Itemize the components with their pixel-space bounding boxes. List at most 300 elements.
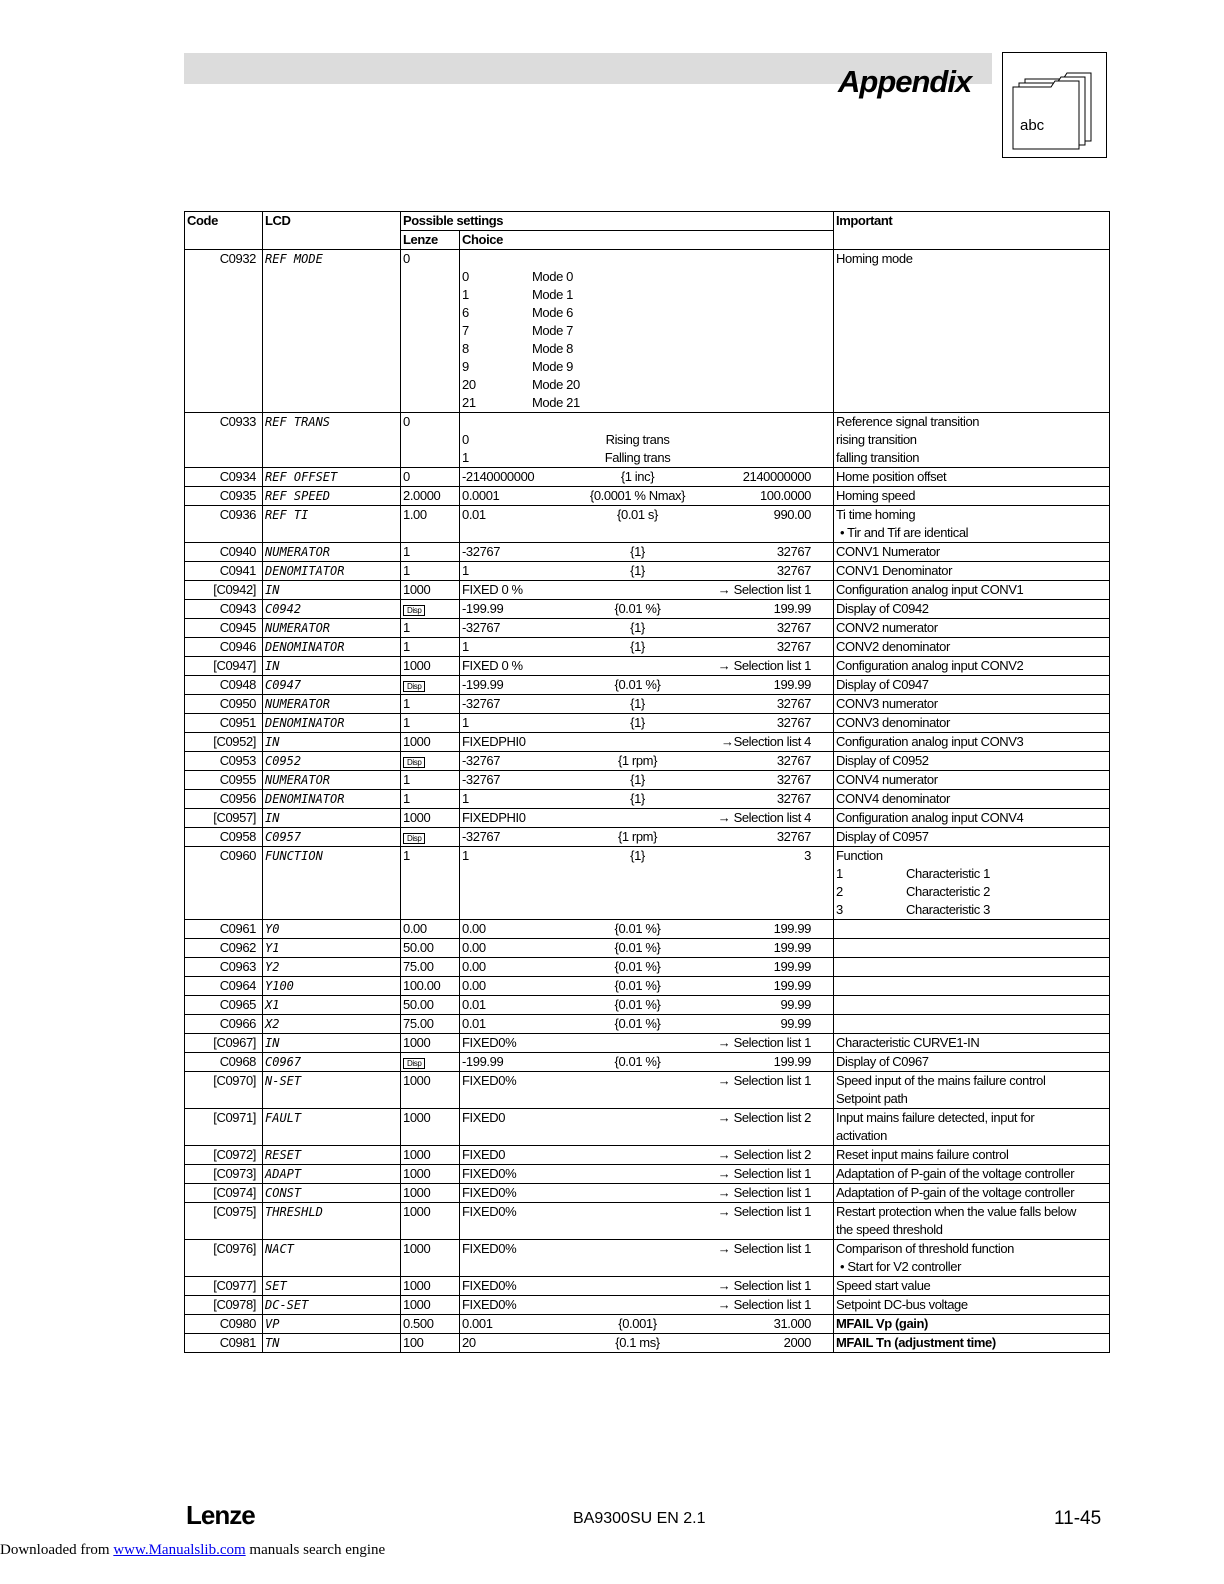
row-choice — [460, 1015, 834, 1034]
row-code: [C0978] — [185, 1296, 263, 1315]
table-row — [185, 1277, 1110, 1296]
choice-max: → Selection list 2 — [717, 1147, 811, 1162]
table-row — [185, 1203, 1110, 1240]
header-code: Code — [185, 212, 263, 250]
choice-min: 0.001 — [462, 1316, 493, 1331]
row-lcd: DENOMITATOR — [263, 562, 401, 581]
choice-step — [588, 1072, 687, 1090]
row-choice — [460, 413, 834, 468]
choice-range — [462, 562, 831, 580]
choice-max: 990.00 — [773, 507, 811, 522]
choice-step: {1} — [630, 563, 645, 578]
row-code: [C0942] — [185, 581, 263, 600]
choice-max: 99.99 — [780, 997, 811, 1012]
row-lcd: NUMERATOR — [263, 619, 401, 638]
row-choice — [460, 676, 834, 695]
row-important — [834, 695, 1110, 714]
choice-value: Mode 20 — [532, 377, 580, 392]
row-code: C0950 — [185, 695, 263, 714]
row-lcd: DENOMINATOR — [263, 790, 401, 809]
disp-badge: Disp — [403, 757, 425, 768]
row-choice — [460, 958, 834, 977]
choice-step: {1} — [630, 715, 645, 730]
choice-max: 3 — [804, 848, 811, 863]
row-important — [834, 676, 1110, 695]
choice-step — [588, 1165, 687, 1183]
row-lcd: SET — [263, 1277, 401, 1296]
row-important — [834, 1146, 1110, 1165]
row-lcd: ADAPT — [263, 1165, 401, 1184]
row-lcd: VP — [263, 1315, 401, 1334]
choice-value: Mode 7 — [532, 323, 573, 338]
choice-min: -199.99 — [462, 1054, 504, 1069]
important-text: Homing mode — [836, 251, 913, 266]
row-important — [834, 1015, 1110, 1034]
choice-value: Falling trans — [604, 450, 671, 465]
choice-range — [462, 506, 831, 524]
choice-range — [462, 487, 831, 505]
row-choice — [460, 1146, 834, 1165]
row-choice — [460, 828, 834, 847]
choice-item — [462, 340, 831, 358]
choice-step: {0.01 %} — [614, 978, 661, 993]
choice-key: 8 — [462, 341, 469, 356]
choice-item — [462, 268, 831, 286]
table-row — [185, 771, 1110, 790]
choice-range — [462, 676, 831, 694]
choice-range — [462, 1146, 831, 1164]
row-code: C0946 — [185, 638, 263, 657]
important-line: Restart protection when the value falls below — [836, 1204, 1076, 1219]
important-text: Comparison of threshold function — [836, 1241, 1014, 1256]
row-important — [834, 1109, 1110, 1146]
row-lcd: IN — [263, 733, 401, 752]
row-code: C0965 — [185, 996, 263, 1015]
row-important — [834, 487, 1110, 506]
row-important — [834, 1053, 1110, 1072]
row-important — [834, 1072, 1110, 1109]
important-text: Configuration analog input CONV4 — [836, 810, 1024, 825]
row-important — [834, 600, 1110, 619]
header-important: Important — [834, 212, 1110, 250]
row-lcd: IN — [263, 657, 401, 676]
row-choice — [460, 250, 834, 413]
important-key: 2 — [836, 884, 843, 899]
row-choice — [460, 1334, 834, 1353]
row-lcd: FAULT — [263, 1109, 401, 1146]
row-lcd: TN — [263, 1334, 401, 1353]
row-choice — [460, 487, 834, 506]
row-lenze: 1.00 — [401, 506, 460, 543]
choice-step: {1} — [630, 848, 645, 863]
choice-range — [462, 1334, 831, 1352]
table-row — [185, 562, 1110, 581]
choice-range — [462, 638, 831, 656]
row-lcd: C0942 — [263, 600, 401, 619]
row-choice — [460, 790, 834, 809]
choice-step: {0.1 ms} — [615, 1335, 660, 1350]
row-lenze: 1000 — [401, 1277, 460, 1296]
row-lenze: 0 — [401, 413, 460, 468]
choice-min: 0.00 — [462, 978, 486, 993]
row-lenze — [401, 676, 460, 695]
choice-range — [462, 847, 831, 865]
important-value: Characteristic 2 — [906, 884, 990, 899]
choice-min: 1 — [462, 639, 469, 654]
choice-max: 32767 — [776, 753, 811, 768]
choice-item — [462, 286, 831, 304]
row-code: C0934 — [185, 468, 263, 487]
row-choice — [460, 1184, 834, 1203]
choice-value: Mode 1 — [532, 287, 573, 302]
table-row — [185, 250, 1110, 413]
row-lcd: Y0 — [263, 920, 401, 939]
choice-item — [462, 376, 831, 394]
row-important — [834, 771, 1110, 790]
row-important — [834, 1334, 1110, 1353]
choice-max: →Selection list 4 — [720, 734, 811, 749]
choice-min: FIXED 0 % — [462, 658, 523, 673]
choice-min: -199.99 — [462, 601, 504, 616]
important-text: Ti time homing — [836, 507, 916, 522]
choice-step: {0.01 %} — [614, 959, 661, 974]
choice-min: -32767 — [462, 753, 501, 768]
important-key: 3 — [836, 902, 843, 917]
choice-key: 9 — [462, 359, 469, 374]
choice-key: 20 — [462, 377, 476, 392]
row-choice — [460, 619, 834, 638]
choice-pad — [687, 449, 831, 467]
row-lenze: 1 — [401, 714, 460, 733]
row-lcd: C0957 — [263, 828, 401, 847]
icon-label: abc — [1020, 117, 1045, 134]
row-lenze: 50.00 — [401, 939, 460, 958]
choice-min: 0.00 — [462, 959, 486, 974]
row-lcd: REF TRANS — [263, 413, 401, 468]
choice-step — [588, 1203, 687, 1221]
choice-step — [588, 657, 687, 675]
table-row — [185, 676, 1110, 695]
row-lenze: 1000 — [401, 1072, 460, 1109]
row-choice — [460, 752, 834, 771]
row-code: C0963 — [185, 958, 263, 977]
row-lcd: X2 — [263, 1015, 401, 1034]
row-lenze: 1000 — [401, 1109, 460, 1146]
bullet-text: Tir and Tif are identical — [847, 525, 969, 540]
manualslib-link[interactable]: www.Manualslib.com — [113, 1542, 246, 1558]
important-text: Display of C0957 — [836, 829, 929, 844]
row-lenze: 1 — [401, 695, 460, 714]
choice-min: 0.00 — [462, 921, 486, 936]
choice-max: → Selection list 1 — [717, 1073, 811, 1088]
choice-step — [588, 1296, 687, 1314]
row-code: C0951 — [185, 714, 263, 733]
row-code: C0943 — [185, 600, 263, 619]
choice-max: 32767 — [776, 639, 811, 654]
important-text: CONV4 numerator — [836, 772, 938, 787]
table-row — [185, 828, 1110, 847]
choice-key: 0 — [462, 432, 469, 447]
row-lenze — [401, 1053, 460, 1072]
table-row — [185, 1109, 1110, 1146]
choice-step: {1} — [630, 544, 645, 559]
choice-max: → Selection list 1 — [717, 1204, 811, 1219]
choice-min: FIXED0% — [462, 1297, 517, 1312]
choice-item — [462, 322, 831, 340]
row-important — [834, 657, 1110, 676]
row-code: [C0975] — [185, 1203, 263, 1240]
choice-min: -32767 — [462, 620, 501, 635]
choice-range — [462, 1240, 831, 1258]
row-code: [C0970] — [185, 1072, 263, 1109]
row-lenze: 50.00 — [401, 996, 460, 1015]
row-lcd: NUMERATOR — [263, 771, 401, 790]
choice-min: 0.01 — [462, 997, 486, 1012]
disp-badge: Disp — [403, 1058, 425, 1069]
row-lenze: 1000 — [401, 1240, 460, 1277]
choice-step — [588, 1240, 687, 1258]
choice-range — [462, 752, 831, 770]
important-line: rising transition — [836, 432, 917, 447]
important-bullet: • Tir and Tif are identical — [840, 525, 969, 540]
row-choice — [460, 1109, 834, 1146]
choice-step: {1 rpm} — [617, 753, 658, 768]
row-lenze: 1 — [401, 619, 460, 638]
choice-max: 199.99 — [773, 1054, 811, 1069]
choice-step: {1} — [630, 620, 645, 635]
table-row — [185, 790, 1110, 809]
table-row — [185, 996, 1110, 1015]
choice-max: 32767 — [776, 544, 811, 559]
important-line: Input mains failure detected, input for — [836, 1110, 1035, 1125]
table-row — [185, 1296, 1110, 1315]
row-important — [834, 958, 1110, 977]
row-choice — [460, 1072, 834, 1109]
table-row — [185, 487, 1110, 506]
row-choice — [460, 543, 834, 562]
row-important — [834, 977, 1110, 996]
choice-max: 99.99 — [780, 1016, 811, 1031]
row-lenze: 1000 — [401, 809, 460, 828]
choice-min: 20 — [462, 1335, 476, 1350]
choice-max: → Selection list 1 — [717, 658, 811, 673]
important-text: CONV3 numerator — [836, 696, 938, 711]
header-choice: Choice — [460, 231, 834, 250]
important-text: Adaptation of P-gain of the voltage controller — [836, 1185, 1075, 1200]
download-notice — [0, 1542, 385, 1559]
row-lcd: NUMERATOR — [263, 695, 401, 714]
row-code: C0980 — [185, 1315, 263, 1334]
row-lenze: 2.0000 — [401, 487, 460, 506]
row-lcd: Y1 — [263, 939, 401, 958]
important-text: CONV1 Numerator — [836, 544, 940, 559]
lenze-logo: Lenze — [186, 1500, 255, 1530]
row-lenze: 1 — [401, 543, 460, 562]
row-code: C0964 — [185, 977, 263, 996]
table-row — [185, 1034, 1110, 1053]
row-lcd: NACT — [263, 1240, 401, 1277]
choice-key: 6 — [462, 305, 469, 320]
row-code: [C0952] — [185, 733, 263, 752]
choice-range — [462, 695, 831, 713]
table-row — [185, 1053, 1110, 1072]
choice-min: FIXED0% — [462, 1278, 517, 1293]
choice-range — [462, 1184, 831, 1202]
important-key: 1 — [836, 866, 843, 881]
row-lenze: 0 — [401, 250, 460, 413]
choice-step: {1} — [630, 639, 645, 654]
row-choice — [460, 1277, 834, 1296]
important-text: MFAIL Tn (adjustment time) — [836, 1335, 996, 1350]
important-text: Configuration analog input CONV1 — [836, 582, 1024, 597]
choice-range — [462, 1015, 831, 1033]
choice-value: Mode 8 — [532, 341, 573, 356]
row-lcd: NUMERATOR — [263, 543, 401, 562]
important-text: CONV3 denominator — [836, 715, 950, 730]
choice-range — [462, 714, 831, 732]
important-text: Homing speed — [836, 488, 916, 503]
row-lenze: 1000 — [401, 1203, 460, 1240]
choice-step: {1} — [630, 696, 645, 711]
row-important — [834, 1165, 1110, 1184]
choice-min: FIXED0% — [462, 1073, 517, 1088]
choice-range — [462, 977, 831, 995]
table-row — [185, 1165, 1110, 1184]
table-row — [185, 657, 1110, 676]
row-lenze: 100.00 — [401, 977, 460, 996]
row-lenze: 75.00 — [401, 1015, 460, 1034]
important-line: Speed input of the mains failure control — [836, 1073, 1046, 1088]
choice-value: Rising trans — [605, 432, 670, 447]
row-lenze: 100 — [401, 1334, 460, 1353]
row-lenze: 1000 — [401, 1296, 460, 1315]
table-row — [185, 506, 1110, 543]
disp-badge: Disp — [403, 833, 425, 844]
row-lcd: C0967 — [263, 1053, 401, 1072]
row-code: [C0977] — [185, 1277, 263, 1296]
choice-min: 1 — [462, 563, 469, 578]
row-lcd: DC-SET — [263, 1296, 401, 1315]
choice-step — [588, 1034, 687, 1052]
row-lcd: FUNCTION — [263, 847, 401, 920]
choice-max: 199.99 — [773, 959, 811, 974]
choice-step: {0.01 %} — [614, 677, 661, 692]
choice-max: 199.99 — [773, 601, 811, 616]
important-item — [836, 901, 1107, 919]
row-lcd: IN — [263, 1034, 401, 1053]
table-row — [185, 1184, 1110, 1203]
choice-range — [462, 657, 831, 675]
row-important — [834, 1315, 1110, 1334]
table-row — [185, 468, 1110, 487]
table-row — [185, 1146, 1110, 1165]
choice-max: → Selection list 1 — [717, 582, 811, 597]
important-text: Home position offset — [836, 469, 947, 484]
row-lcd: Y100 — [263, 977, 401, 996]
important-text: CONV1 Denominator — [836, 563, 953, 578]
choice-range — [462, 790, 831, 808]
row-lcd: RESET — [263, 1146, 401, 1165]
table-row — [185, 977, 1110, 996]
row-important — [834, 790, 1110, 809]
choice-min: 0.01 — [462, 1016, 486, 1031]
choice-min: FIXED0% — [462, 1166, 517, 1181]
row-lenze — [401, 752, 460, 771]
choice-step: {0.01 %} — [614, 1054, 661, 1069]
choice-step: {0.0001 % Nmax} — [589, 488, 686, 503]
choice-step: {0.01 %} — [614, 601, 661, 616]
important-line: Reference signal transition — [836, 414, 980, 429]
row-choice — [460, 1053, 834, 1072]
row-choice — [460, 771, 834, 790]
choice-range — [462, 1109, 831, 1127]
row-important — [834, 413, 1110, 468]
row-choice — [460, 733, 834, 752]
table-row — [185, 920, 1110, 939]
choice-min: -32767 — [462, 544, 501, 559]
choice-max: 100.0000 — [759, 488, 811, 503]
row-code: C0945 — [185, 619, 263, 638]
table-row — [185, 809, 1110, 828]
important-bullet: • Start for V2 controller — [840, 1259, 962, 1274]
table-row — [185, 581, 1110, 600]
important-text: Display of C0952 — [836, 753, 929, 768]
disp-badge: Disp — [403, 605, 425, 616]
table-row — [185, 695, 1110, 714]
row-choice — [460, 920, 834, 939]
choice-value: Mode 6 — [532, 305, 573, 320]
row-lcd: N-SET — [263, 1072, 401, 1109]
download-prefix: Downloaded from — [0, 1542, 114, 1558]
important-value: Characteristic 3 — [906, 902, 990, 917]
important-text: Adaptation of P-gain of the voltage controller — [836, 1166, 1075, 1181]
row-lcd: REF OFFSET — [263, 468, 401, 487]
choice-range — [462, 996, 831, 1014]
page-number: 11-45 — [1054, 1508, 1102, 1529]
choice-min: FIXED0% — [462, 1204, 517, 1219]
row-important — [834, 1240, 1110, 1277]
important-text: MFAIL Vp (gain) — [836, 1316, 928, 1331]
choice-step: {0.01 %} — [614, 940, 661, 955]
row-lenze: 1000 — [401, 1146, 460, 1165]
choice-max: 31.000 — [773, 1316, 811, 1331]
row-important — [834, 250, 1110, 413]
important-text: CONV2 denominator — [836, 639, 950, 654]
choice-item — [462, 358, 831, 376]
important-text: Function — [836, 848, 883, 863]
row-code: C0956 — [185, 790, 263, 809]
choice-range — [462, 1072, 831, 1090]
choice-range — [462, 619, 831, 637]
choice-min: 0.01 — [462, 507, 486, 522]
choice-min: 1 — [462, 715, 469, 730]
choice-range — [462, 1277, 831, 1295]
row-important — [834, 714, 1110, 733]
table-row — [185, 752, 1110, 771]
row-lcd: C0947 — [263, 676, 401, 695]
choice-range — [462, 1315, 831, 1333]
header-lenze: Lenze — [401, 231, 460, 250]
table-row — [185, 1240, 1110, 1277]
important-text: Reset input mains failure control — [836, 1147, 1009, 1162]
choice-range — [462, 468, 831, 486]
row-important — [834, 562, 1110, 581]
table-row — [185, 939, 1110, 958]
choice-step: {0.01 s} — [617, 507, 658, 522]
row-important — [834, 1184, 1110, 1203]
row-lenze: 1000 — [401, 581, 460, 600]
row-important — [834, 468, 1110, 487]
